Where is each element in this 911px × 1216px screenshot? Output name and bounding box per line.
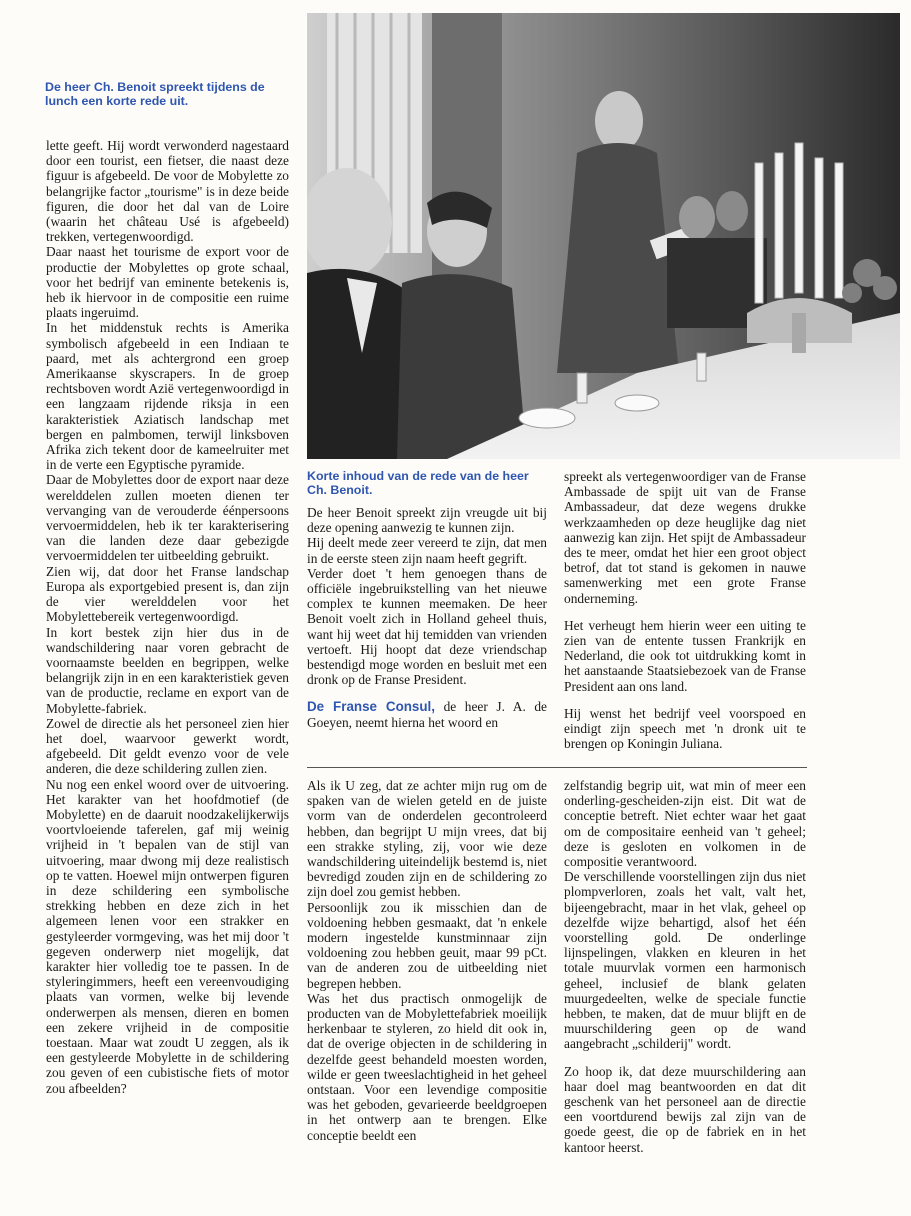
consul-rest: de heer J. A. de Goeyen, neemt hierna het woord en [307, 699, 547, 730]
left-para-6: Zowel de directie als het personeel zien hier het doel, waarvoor gewerkt wordt, afgebeeld. Dit geldt evenzo voor de vele anderen, die deze schildering zullen zien. [46, 715, 289, 777]
speech-para-2: Verder doet 't hem genoegen thans de officiële ingebruikstelling van het nieuwe complex te kunnen meemaken. De heer Benoit voelt zich in Holland geheel thuis, want hij weet dat hij temidden van vrienden vertoeft. Hij hoopt dat deze vriendschap bestendigd moge worden en besluit met een dronk op de Franse President. [307, 565, 547, 688]
speech-col2-para-1: Het verheugt hem hierin weer een uiting te zien van de entente tussen Frankrijk en Nederland, die ook tot uitdrukking komt in het aanstaande Staatsiebezoek van de Franse President aan ons land. [564, 617, 806, 694]
left-para-5: In kort bestek zijn hier dus in de wandschildering naar voren gebracht de voornaamste beelden en begrippen, welke belangrijk zijn in en een karakteristiek geven van de productie, reclame en export van de Mobylette-fabriek. [46, 624, 289, 716]
bottom-right-para-0: zelfstandig begrip uit, wat min of meer een onderling-gescheiden-zijn eist. Dit wat de conceptie betreft. Niet echter waar het gaat om de compositaire eenheid van 't geheel; deze is gesloten en volkomen in de compositie verantwoord. [564, 778, 806, 870]
speech-col2-para-2: Hij wenst het bedrijf veel voorspoed en eindigt zijn speech met 'n dronk uit te brengen op Koningin Juliana. [564, 705, 806, 752]
lunch-photo [307, 13, 900, 459]
speech-heading: Korte inhoud van de rede van de heer Ch. Benoit. [307, 469, 529, 497]
bottom-right-para-2: Zo hoop ik, dat deze muurschildering aan haar doel mag beantwoorden en dat dit geschenk van het personeel aan de directie een voortdurend bewijs zal zijn van de goede geest, die op de fabriek en in het kantoor heerst. [564, 1063, 806, 1155]
bottom-right-para-1: De verschillende voorstellingen zijn dus niet plompverloren, zoals het valt, valt het, bijeengebracht, maar in het vlak, geheel op dezelfde wijze behartigd, alsof het één voorstelling gold. De onderlinge lijnspelingen, vlakken en kleuren in het totale muurvlak vormen een harmonisch geheel, inclusief de blank gelaten muurgedeelten, welke de speciale functie hebben, te maken, dat de muur blijft en de muurschildering geen op de wand aangebracht „schilderij" wordt. [564, 869, 806, 1052]
left-column [46, 138, 289, 1096]
bottom-right-column [564, 778, 806, 1155]
left-para-0: lette geeft. Hij wordt verwonderd nagestaard door een tourist, een fietser, die naast deze figuur is afgebeeld. De voor de Mobylette zo belangrijke factor „tourisme" is in deze beide figuren, die door het dal van de Loire (waarin het château Usé is afgebeeld) trekken, vertegenwoordigd. [46, 138, 289, 245]
bottom-mid-para-2: Was het dus practisch onmogelijk de producten van de Mobylettefabriek moeilijk herkenbaar te styleren, zo hield dit ook in, dat de overige objecten in de schildering in dezelfde geest behandeld moesten worden, wilde er geen tweeslachtigheid in het geheel ontstaan. Voor een levendige compositie was het geboden, gevarieerde beeldgroepen in het ontwerp aan te brengen. Elke conceptie beeldt een [307, 990, 547, 1143]
speech-column-2 [564, 469, 806, 751]
speech-para-0: De heer Benoit spreekt zijn vreugde uit bij deze opening aanwezig te kunnen zijn. [307, 505, 547, 536]
lunch-photo-drawing [307, 13, 900, 459]
left-para-4: Zien wij, dat door het Franse landschap Europa als exportgebied present is, dan zijn de vier werelddelen voor het Mobylettebereik vertegenwoordigd. [46, 563, 289, 625]
left-para-1: Daar naast het tourisme de export voor de productie der Mobylettes op grote schaal, voor het bedrijf van eminente betekenis is, heb ik hiervoor in de compositie een ruime plaats ingeruimd. [46, 244, 289, 321]
left-para-3: Daar de Mobylettes door de export naar deze werelddelen zullen moeten dienen ter vervanging van de verouderde éénpersoons vervoermiddelen, heb ik ter karakterisering van die landen deze daar gebezigde vervoermiddelen ter uitbeelding gebruikt. [46, 472, 289, 564]
speech-column-1 [307, 505, 547, 730]
photo-caption: De heer Ch. Benoit spreekt tijdens de lunch een korte rede uit. [45, 80, 265, 108]
section-divider [307, 767, 807, 768]
left-para-2: In het middenstuk rechts is Amerika symbolisch afgebeeld in een Indiaan te paard, met als achtergrond een groep Amerikaanse skyscrapers. In de groep rechtsboven wordt Azië vertegenwoordigd in een langzaam rijdende riksja in een karakteristiek Aziatisch landschap met bergen en palmbomen, terwijl linksboven Afrika zich tekent door de kameelruiter met in de verte een Egyptische pyramide. [46, 320, 289, 473]
bottom-middle-column [307, 778, 547, 1143]
bottom-mid-para-1: Persoonlijk zou ik misschien dan de voldoening hebben gesmaakt, dat 'n enkele modern ingestelde kunstminnaar zijn voldoening zou hebben geuit, maar 99 pCt. van de anderen zou de uitbeelding niet begrepen hebben. [307, 899, 547, 991]
bottom-mid-para-0: Als ik U zeg, dat ze achter mijn rug om de spaken van de wielen geteld en de juiste vorm van de onderdelen gecontroleerd hebben, dan begrijpt U mijn vrees, dat bij een strakke styling, zij, voor wie deze wandschildering uiteindelijk bestemd is, niet bevredigd zouden zijn en de schildering zo zijn doel zou gemist hebben. [307, 778, 547, 900]
left-para-7: Nu nog een enkel woord over de uitvoering. Het karakter van het hoofdmotief (de Mobylette) en de daaruit noodzakelijkerwijs voortvloeiende taferelen, gaf mij weinig vrijheid in 't bepalen van de stijl van uitvoering, maar dwong mij deze realistisch op te vatten. Hoewel mijn ontwerpen figuren in deze schildering een symbolische strekking hebben en deze zich in het algemeen lenen voor een strakker en gestyleerder vormgeving, was het mij door 't gegeven onderwerp niet mogelijk, dat karakter hier volledig toe te passen. In de styleringimmers, heeft een vereenvoudiging plaats van vormen, welke bij levende onderwerpen als mensen, dieren en bomen een zekere vrijheid in de compositie toestaan. Maar wat zoudt U zeggen, als ik een gestyleerde Mobylette in de schildering zou geven of een cubistische fiets of motor zou afbeelden? [46, 776, 289, 1096]
consul-name: De Franse Consul, [307, 699, 435, 715]
consul-paragraph [307, 699, 547, 729]
speech-para-1: Hij deelt mede zeer vereerd te zijn, dat men in de eerste steen zijn naam heeft gegrift. [307, 535, 547, 566]
speech-col2-para-0: spreekt als vertegenwoordiger van de Franse Ambassade de spijt uit van de Franse Ambassadeur, dat deze wegens drukke werkzaamheden op deze heuglijke dag niet aanwezig kan zijn. Het spijt de Ambassadeur des te meer, omdat het hier een groot object betrof, dat tot stand is gekomen in nauwe samenwerking met een grote Franse onderneming. [564, 469, 806, 606]
